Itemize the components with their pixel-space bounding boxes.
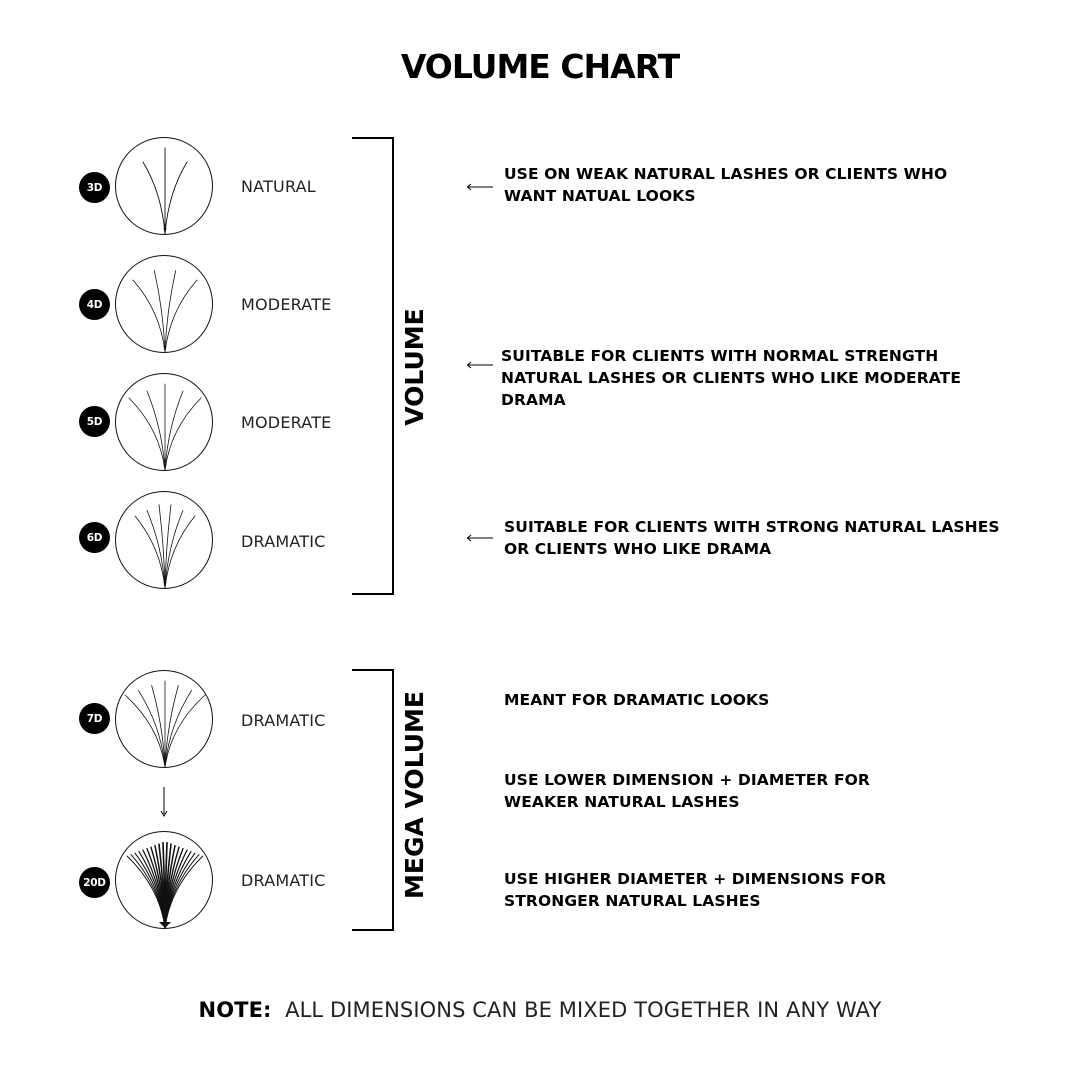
footer-note <box>0 996 1080 1024</box>
left-arrow-icon <box>466 533 494 543</box>
lash-fan-4d-icon <box>116 256 214 354</box>
left-arrow-icon <box>466 360 494 370</box>
chart-title: VOLUME CHART <box>400 47 680 86</box>
level-label-4d: MODERATE <box>241 295 332 314</box>
note-text: ALL DIMENSIONS CAN BE MIXED TOGETHER IN ANY WAY <box>285 998 882 1022</box>
lash-fan-6d-image <box>115 491 213 589</box>
left-arrow-icon <box>466 182 494 192</box>
note-prefix: NOTE: <box>198 998 272 1022</box>
lash-fan-3d-image <box>115 137 213 235</box>
volume-group-label: VOLUME <box>400 308 429 426</box>
level-label-20d: DRAMATIC <box>241 871 326 890</box>
lash-fan-5d-icon <box>116 374 214 472</box>
level-label-3d: NATURAL <box>241 177 316 196</box>
badge-6d: 6D <box>79 522 110 553</box>
badge-4d: 4D <box>79 289 110 320</box>
volume-note-dramatic: SUITABLE FOR CLIENTS WITH STRONG NATURAL LASHES OR CLIENTS WHO LIKE DRAMA <box>504 518 1000 558</box>
volume-note-natural: USE ON WEAK NATURAL LASHES OR CLIENTS WHO WANT NATUAL LOOKS <box>504 165 948 205</box>
badge-5d: 5D <box>79 406 110 437</box>
mega-volume-group-label: MEGA VOLUME <box>400 691 429 899</box>
level-label-5d: MODERATE <box>241 413 332 432</box>
volume-bracket <box>352 137 394 595</box>
badge-20d: 20D <box>79 867 110 898</box>
level-label-7d: DRAMATIC <box>241 711 326 730</box>
badge-3d: 3D <box>79 172 110 203</box>
mega-note-stronger-lashes: USE HIGHER DIAMETER + DIMENSIONS FOR STRONGER NATURAL LASHES <box>504 870 887 910</box>
level-label-6d: DRAMATIC <box>241 532 326 551</box>
lash-fan-3d-icon <box>116 138 214 236</box>
lash-fan-6d-icon <box>116 492 214 590</box>
lash-fan-20d-icon <box>116 832 214 930</box>
lash-fan-7d-image <box>115 670 213 768</box>
lash-fan-7d-icon <box>116 671 214 769</box>
lash-fan-5d-image <box>115 373 213 471</box>
mega-volume-bracket <box>352 669 394 931</box>
mega-note-dramatic-looks: MEANT FOR DRAMATIC LOOKS <box>504 691 770 709</box>
down-arrow-icon <box>158 786 170 818</box>
badge-7d: 7D <box>79 703 110 734</box>
lash-fan-4d-image <box>115 255 213 353</box>
volume-note-moderate: SUITABLE FOR CLIENTS WITH NORMAL STRENGTH NATURAL LASHES OR CLIENTS WHO LIKE MODERATE DRAMA <box>501 347 962 409</box>
mega-note-weaker-lashes: USE LOWER DIMENSION + DIAMETER FOR WEAKER NATURAL LASHES <box>504 771 870 811</box>
lash-fan-20d-image <box>115 831 213 929</box>
